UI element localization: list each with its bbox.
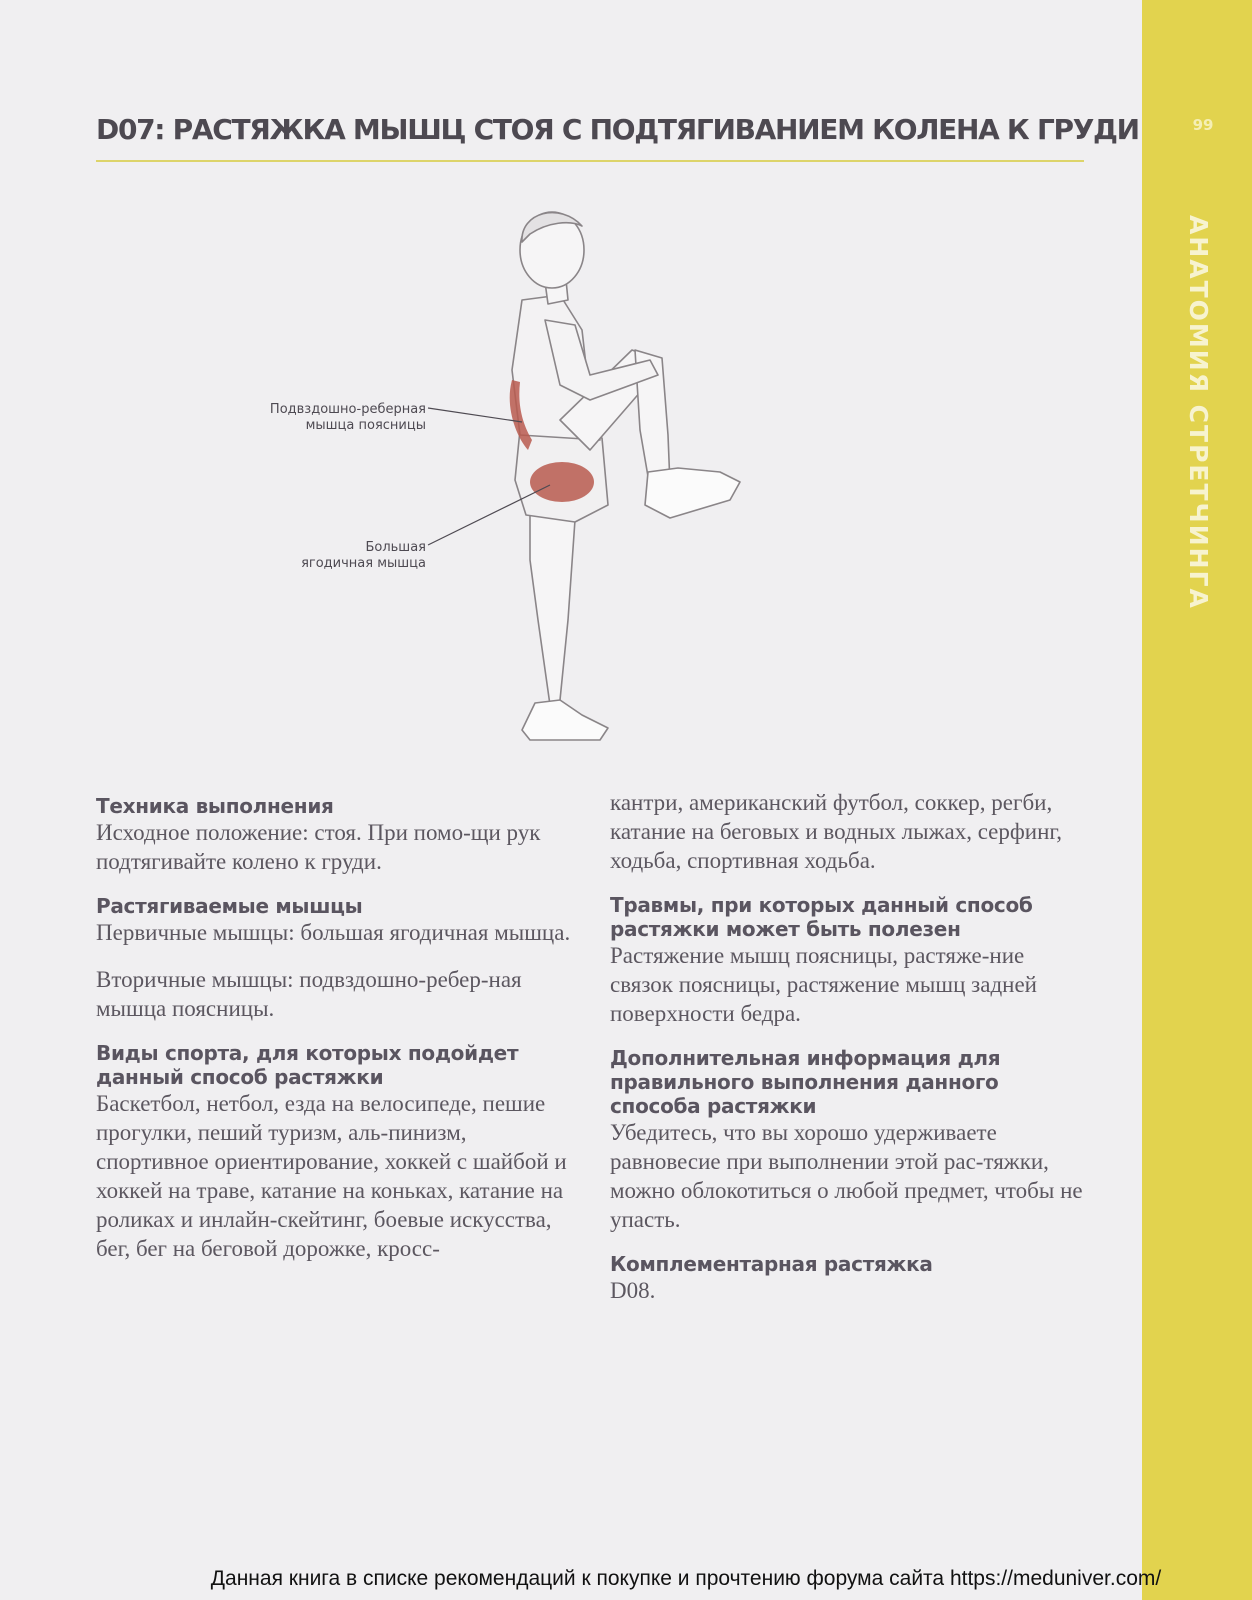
sports-continued-text: кантри, американский футбол, соккер, регби, катание на беговых и водных лыжах, серфинг, ходьба, спортивная ходьба. xyxy=(610,790,1063,873)
iliocostalis-label: Подвздошно-реберная мышца поясницы xyxy=(269,402,426,433)
complementary-text: D08. xyxy=(610,1278,656,1303)
gluteus-maximus-muscle xyxy=(530,462,594,502)
injuries-text: Растяжение мышц поясницы, растяже-ние связок поясницы, растяжение мышц задней поверхности бедра. xyxy=(610,943,1037,1026)
muscles-secondary-text: Вторичные мышцы: подвздошно-ребер-ная мышца поясницы. xyxy=(96,967,522,1021)
muscles-primary-text: Первичные мышцы: большая ягодичная мышца. xyxy=(96,920,571,945)
gluteus-maximus-label: Большая ягодичная мышца xyxy=(301,540,426,571)
left-column xyxy=(96,794,571,1263)
extra-info-text: Убедитесь, что вы хорошо удерживаете равновесие при выполнении этой рас-тяжки, можно облокотиться о любой предмет, чтобы не упасть. xyxy=(610,1120,1083,1232)
sports-text: Баскетбол, нетбол, езда на велосипеде, пешие прогулки, пеший туризм, аль-пинизм, спортивное ориентирование, хоккей с шайбой и хоккей на траве, катание на коньках, катание на роликах и инлайн-скейтинг, боевые искусства, бег, бег на беговой дорожке, кросс- xyxy=(96,1091,567,1261)
injuries-heading: Травмы, при которых данный способ растяжки может быть полезен xyxy=(610,893,1033,941)
page-number: 99 xyxy=(1192,116,1214,134)
technique-heading: Техника выполнения xyxy=(96,794,334,818)
sports-heading: Виды спорта, для которых подойдет данный способ растяжки xyxy=(96,1041,519,1089)
section-title: АНАТОМИЯ СТРЕТЧИНГА xyxy=(1184,215,1213,610)
muscles-heading: Растягиваемые мышцы xyxy=(96,894,363,918)
footer-note: Данная книга в списке рекомендаций к покупке и прочтению форума сайта https://meduniver.com/ xyxy=(210,1567,1162,1590)
technique-text: Исходное положение: стоя. При помо-щи рук подтягивайте колено к груди. xyxy=(96,820,541,874)
complementary-heading: Комплементарная растяжка xyxy=(610,1252,933,1276)
title-divider xyxy=(96,160,1084,162)
stretch-illustration xyxy=(230,200,790,780)
page-title: D07: РАСТЯЖКА МЫШЦ СТОЯ С ПОДТЯГИВАНИЕМ КОЛЕНА К ГРУДИ xyxy=(96,113,1139,146)
extra-info-heading: Дополнительная информация для правильного выполнения данного способа растяжки xyxy=(610,1046,1001,1118)
right-column xyxy=(610,790,1085,1305)
